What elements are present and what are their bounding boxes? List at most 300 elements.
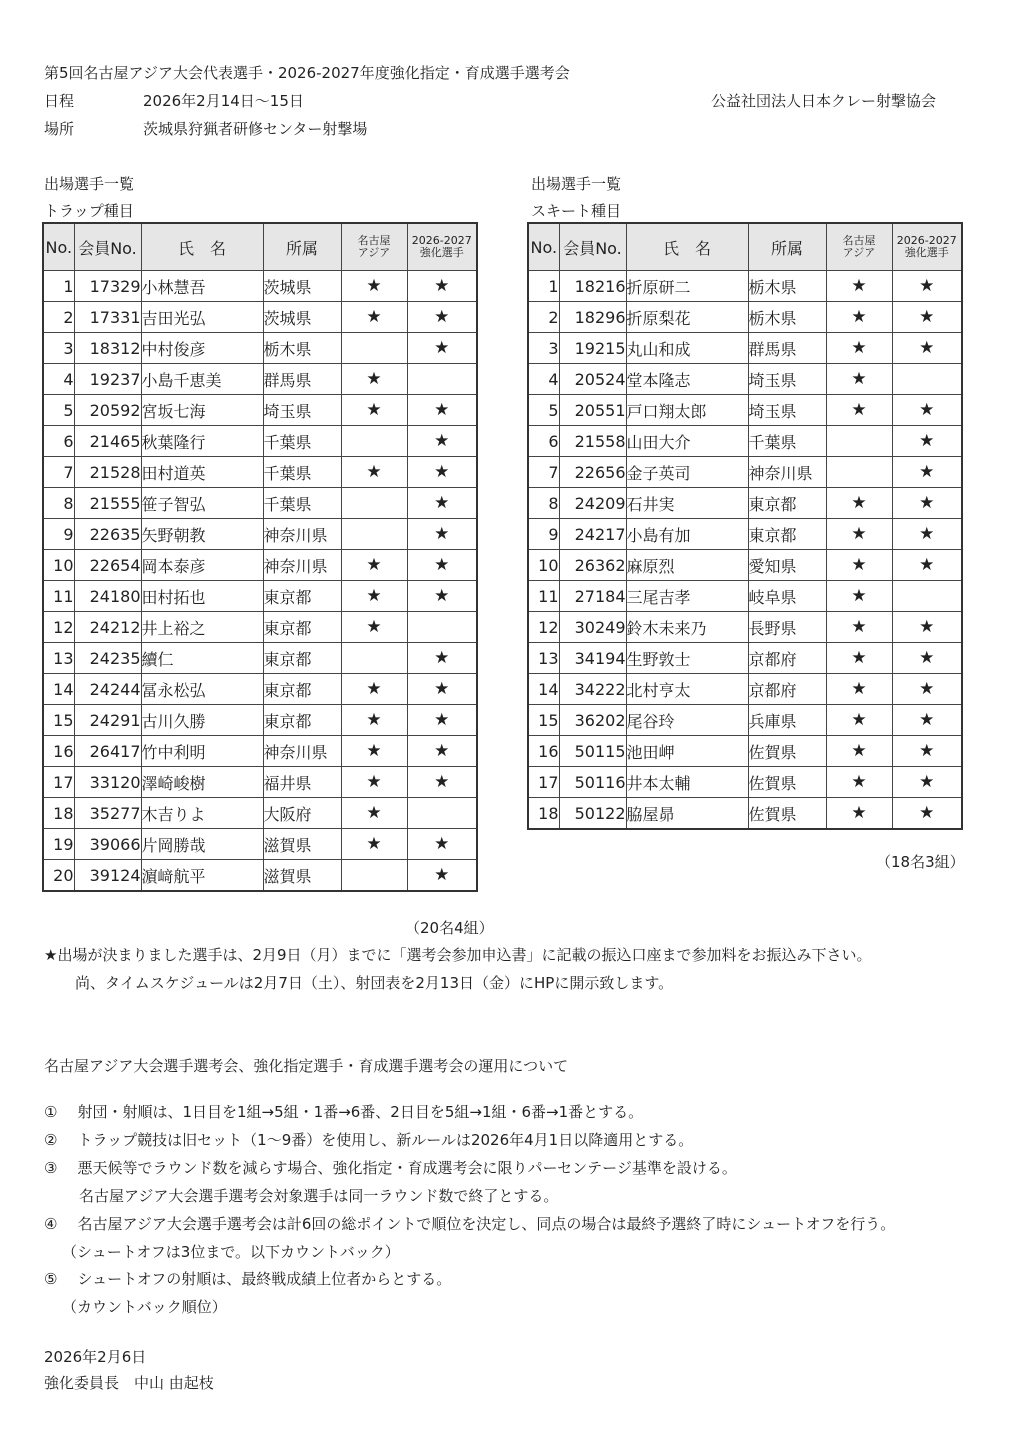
col-member-no: 会員No. [74, 223, 141, 271]
member-number: 24244 [74, 674, 141, 705]
nagoya-asia-mark [826, 488, 892, 519]
rule-item [44, 1268, 451, 1289]
table-row [528, 581, 962, 612]
row-number: 17 [528, 767, 559, 798]
table-row [528, 364, 962, 395]
member-number: 36202 [559, 705, 626, 736]
nagoya-asia-mark [341, 395, 407, 426]
table-row [43, 829, 477, 860]
star-icon: ★ [851, 369, 867, 389]
col-nagoya-line2: アジア [842, 246, 876, 259]
table-row [528, 736, 962, 767]
table-row [528, 395, 962, 426]
table-row [43, 705, 477, 736]
row-number: 11 [528, 581, 559, 612]
star-icon: ★ [434, 710, 450, 730]
strength-mark [892, 333, 962, 364]
member-number: 22654 [74, 550, 141, 581]
strength-mark [407, 860, 477, 892]
row-number: 10 [528, 550, 559, 581]
rule-mark: ④ [44, 1215, 58, 1233]
strength-mark [407, 550, 477, 581]
affiliation: 東京都 [263, 581, 341, 612]
strength-mark [407, 581, 477, 612]
row-number: 5 [528, 395, 559, 426]
player-name: 脇屋昴 [626, 798, 748, 830]
nagoya-asia-mark [826, 302, 892, 333]
row-number: 15 [528, 705, 559, 736]
star-icon: ★ [919, 772, 935, 792]
rule-mark: ⑤ [44, 1270, 58, 1288]
star-icon: ★ [366, 710, 382, 730]
star-icon: ★ [366, 803, 382, 823]
star-icon: ★ [434, 307, 450, 327]
star-icon: ★ [851, 555, 867, 575]
affiliation: 埼玉県 [748, 395, 826, 426]
schedule-label: 日程 [44, 92, 75, 110]
table-row [528, 643, 962, 674]
affiliation: 佐賀県 [748, 798, 826, 830]
nagoya-asia-mark [341, 705, 407, 736]
affiliation: 茨城県 [263, 271, 341, 302]
row-number: 18 [43, 798, 74, 829]
strength-mark [892, 302, 962, 333]
rule-item [44, 1157, 737, 1178]
nagoya-asia-mark [341, 333, 407, 364]
affiliation: 茨城県 [263, 302, 341, 333]
star-icon: ★ [919, 741, 935, 761]
member-number: 19215 [559, 333, 626, 364]
col-strength [407, 223, 477, 271]
rule-mark: ③ [44, 1159, 58, 1177]
rule-mark: ① [44, 1103, 58, 1121]
table-row [43, 271, 477, 302]
table-header-row [528, 223, 962, 271]
affiliation: 千葉県 [263, 457, 341, 488]
player-name: 田村道英 [141, 457, 263, 488]
player-name: 小島有加 [626, 519, 748, 550]
strength-mark [892, 395, 962, 426]
star-icon: ★ [919, 710, 935, 730]
star-icon: ★ [434, 586, 450, 606]
nagoya-asia-mark [341, 364, 407, 395]
table-row [43, 860, 477, 892]
skeet-event-label: スキート種目 [531, 202, 622, 220]
strength-mark [407, 643, 477, 674]
member-number: 27184 [559, 581, 626, 612]
skeet-roster-table [527, 222, 963, 830]
strength-mark [407, 612, 477, 643]
nagoya-asia-mark [341, 767, 407, 798]
table-row [528, 519, 962, 550]
strength-mark [407, 674, 477, 705]
row-number: 7 [43, 457, 74, 488]
row-number: 18 [528, 798, 559, 830]
nagoya-asia-mark [826, 736, 892, 767]
affiliation: 岐阜県 [748, 581, 826, 612]
table-row [528, 333, 962, 364]
member-number: 26362 [559, 550, 626, 581]
table-row [43, 364, 477, 395]
affiliation: 佐賀県 [748, 767, 826, 798]
star-icon: ★ [434, 648, 450, 668]
player-name: 濵﨑航平 [141, 860, 263, 892]
col-name: 氏 名 [626, 223, 748, 271]
col-nagoya-line1: 名古屋 [357, 234, 391, 247]
star-icon: ★ [434, 555, 450, 575]
affiliation: 東京都 [748, 488, 826, 519]
player-name: 竹中利明 [141, 736, 263, 767]
nagoya-asia-mark [826, 581, 892, 612]
table-row [43, 736, 477, 767]
nagoya-asia-mark [826, 550, 892, 581]
nagoya-asia-mark [341, 488, 407, 519]
strength-mark [892, 612, 962, 643]
player-name: 笹子智弘 [141, 488, 263, 519]
player-name: 石井実 [626, 488, 748, 519]
nagoya-asia-mark [341, 674, 407, 705]
document-title: 第5回名古屋アジア大会代表選手・2026-2027年度強化指定・育成選手選考会 [44, 64, 570, 82]
col-nagoya-asia [341, 223, 407, 271]
player-name: 井上裕之 [141, 612, 263, 643]
strength-mark [892, 364, 962, 395]
player-name: 小林慧吾 [141, 271, 263, 302]
notice-line-2: 尚、タイムスケジュールは2月7日（土）、射団表を2月13日（金）にHPに開示致します。 [75, 974, 674, 992]
affiliation: 千葉県 [748, 426, 826, 457]
affiliation: 京都府 [748, 643, 826, 674]
member-number: 21555 [74, 488, 141, 519]
star-icon: ★ [851, 772, 867, 792]
nagoya-asia-mark [341, 271, 407, 302]
star-icon: ★ [366, 555, 382, 575]
row-number: 11 [43, 581, 74, 612]
player-name: 田村拓也 [141, 581, 263, 612]
member-number: 24235 [74, 643, 141, 674]
table-row [43, 581, 477, 612]
player-name: 宮坂七海 [141, 395, 263, 426]
rule-text: シュートオフの射順は、最終戦成績上位者からとする。 [77, 1270, 452, 1288]
nagoya-asia-mark [826, 364, 892, 395]
player-name: 堂本隆志 [626, 364, 748, 395]
col-strength-line1: 2026-2027 [896, 234, 957, 247]
member-number: 17331 [74, 302, 141, 333]
strength-mark [892, 643, 962, 674]
member-number: 20524 [559, 364, 626, 395]
player-name: 折原梨花 [626, 302, 748, 333]
player-name: 戸口翔太郎 [626, 395, 748, 426]
star-icon: ★ [851, 803, 867, 823]
col-member-no: 会員No. [559, 223, 626, 271]
table-row [528, 457, 962, 488]
star-icon: ★ [434, 679, 450, 699]
table-row [528, 426, 962, 457]
star-icon: ★ [366, 400, 382, 420]
player-name: 北村亨太 [626, 674, 748, 705]
member-number: 24291 [74, 705, 141, 736]
star-icon: ★ [919, 524, 935, 544]
star-icon: ★ [851, 586, 867, 606]
nagoya-asia-mark [826, 333, 892, 364]
affiliation: 愛知県 [748, 550, 826, 581]
player-name: 古川久勝 [141, 705, 263, 736]
skeet-list-heading: 出場選手一覧 [531, 175, 622, 193]
rule-item [44, 1101, 643, 1122]
nagoya-asia-mark [341, 798, 407, 829]
member-number: 50122 [559, 798, 626, 830]
row-number: 1 [528, 271, 559, 302]
table-row [43, 519, 477, 550]
nagoya-asia-mark [341, 550, 407, 581]
member-number: 33120 [74, 767, 141, 798]
affiliation: 東京都 [263, 674, 341, 705]
member-number: 22635 [74, 519, 141, 550]
col-affiliation: 所属 [748, 223, 826, 271]
star-icon: ★ [434, 865, 450, 885]
affiliation: 福井県 [263, 767, 341, 798]
issue-date: 2026年2月6日 [44, 1348, 147, 1366]
star-icon: ★ [434, 493, 450, 513]
table-row [43, 612, 477, 643]
strength-mark [892, 519, 962, 550]
nagoya-asia-mark [826, 643, 892, 674]
affiliation: 兵庫県 [748, 705, 826, 736]
table-row [43, 674, 477, 705]
row-number: 4 [43, 364, 74, 395]
nagoya-asia-mark [826, 705, 892, 736]
table-row [528, 798, 962, 830]
affiliation: 東京都 [263, 643, 341, 674]
strength-mark [407, 426, 477, 457]
member-number: 21465 [74, 426, 141, 457]
row-number: 3 [528, 333, 559, 364]
affiliation: 埼玉県 [748, 364, 826, 395]
star-icon: ★ [851, 710, 867, 730]
member-number: 21528 [74, 457, 141, 488]
trap-roster-table [42, 222, 478, 892]
star-icon: ★ [434, 338, 450, 358]
table-row [43, 767, 477, 798]
player-name: 中村俊彦 [141, 333, 263, 364]
player-name: 續仁 [141, 643, 263, 674]
row-number: 6 [43, 426, 74, 457]
affiliation: 群馬県 [748, 333, 826, 364]
row-number: 7 [528, 457, 559, 488]
player-name: 矢野朝教 [141, 519, 263, 550]
star-icon: ★ [366, 307, 382, 327]
col-name: 氏 名 [141, 223, 263, 271]
star-icon: ★ [919, 400, 935, 420]
affiliation: 神奈川県 [263, 519, 341, 550]
affiliation: 東京都 [263, 612, 341, 643]
player-name: 山田大介 [626, 426, 748, 457]
nagoya-asia-mark [826, 519, 892, 550]
member-number: 39124 [74, 860, 141, 892]
table-row [528, 488, 962, 519]
strength-mark [892, 767, 962, 798]
player-name: 井本太輔 [626, 767, 748, 798]
table-row [43, 488, 477, 519]
member-number: 24209 [559, 488, 626, 519]
table-row [528, 767, 962, 798]
strength-mark [892, 674, 962, 705]
star-icon: ★ [851, 493, 867, 513]
row-number: 9 [43, 519, 74, 550]
member-number: 35277 [74, 798, 141, 829]
strength-mark [407, 302, 477, 333]
star-icon: ★ [434, 772, 450, 792]
rule-item [44, 1129, 693, 1150]
rule-text: 射団・射順は、1日目を1組→5組・1番→6番、2日目を5組→1組・6番→1番とする。 [77, 1103, 644, 1121]
star-icon: ★ [851, 338, 867, 358]
row-number: 2 [43, 302, 74, 333]
member-number: 24180 [74, 581, 141, 612]
star-icon: ★ [434, 276, 450, 296]
player-name: 小島千恵美 [141, 364, 263, 395]
player-name: 尾谷玲 [626, 705, 748, 736]
star-icon: ★ [851, 400, 867, 420]
member-number: 24212 [74, 612, 141, 643]
nagoya-asia-mark [826, 612, 892, 643]
player-name: 丸山和成 [626, 333, 748, 364]
player-name: 金子英司 [626, 457, 748, 488]
row-number: 13 [43, 643, 74, 674]
row-number: 13 [528, 643, 559, 674]
strength-mark [407, 364, 477, 395]
star-icon: ★ [366, 772, 382, 792]
star-icon: ★ [919, 338, 935, 358]
member-number: 19237 [74, 364, 141, 395]
row-number: 14 [43, 674, 74, 705]
notice-line-1: ★出場が決まりました選手は、2月9日（月）までに「選考会参加申込書」に記載の振込口座まで参加料をお振込み下さい。 [44, 946, 872, 964]
star-icon: ★ [851, 524, 867, 544]
table-row [43, 798, 477, 829]
star-icon: ★ [434, 431, 450, 451]
strength-mark [407, 798, 477, 829]
star-icon: ★ [851, 617, 867, 637]
player-name: 秋葉隆行 [141, 426, 263, 457]
star-icon: ★ [919, 462, 935, 482]
star-icon: ★ [851, 679, 867, 699]
table-row [528, 550, 962, 581]
nagoya-asia-mark [341, 426, 407, 457]
member-number: 20551 [559, 395, 626, 426]
row-number: 14 [528, 674, 559, 705]
col-nagoya-line1: 名古屋 [842, 234, 876, 247]
player-name: 池田岬 [626, 736, 748, 767]
col-nagoya-asia [826, 223, 892, 271]
strength-mark [407, 736, 477, 767]
nagoya-asia-mark [341, 860, 407, 892]
col-affiliation: 所属 [263, 223, 341, 271]
row-number: 20 [43, 860, 74, 892]
player-name: 生野敦士 [626, 643, 748, 674]
affiliation: 埼玉県 [263, 395, 341, 426]
member-number: 18312 [74, 333, 141, 364]
member-number: 34222 [559, 674, 626, 705]
star-icon: ★ [434, 400, 450, 420]
star-icon: ★ [851, 307, 867, 327]
player-name: 木吉りよ [141, 798, 263, 829]
strength-mark [892, 488, 962, 519]
nagoya-asia-mark [341, 829, 407, 860]
rule-text: 悪天候等でラウンド数を減らす場合、強化指定・育成選考会に限りパーセンテージ基準を設ける。 [77, 1159, 737, 1177]
rule-text: トラップ競技は旧セット（1～9番）を使用し、新ルールは2026年4月1日以降適用とする。 [77, 1131, 694, 1149]
star-icon: ★ [366, 741, 382, 761]
row-number: 9 [528, 519, 559, 550]
star-icon: ★ [851, 276, 867, 296]
nagoya-asia-mark [826, 798, 892, 830]
affiliation: 京都府 [748, 674, 826, 705]
strength-mark [892, 426, 962, 457]
player-name: 鈴木未来乃 [626, 612, 748, 643]
nagoya-asia-mark [341, 519, 407, 550]
table-row [43, 643, 477, 674]
nagoya-asia-mark [826, 426, 892, 457]
col-strength-line2: 強化選手 [904, 246, 949, 259]
row-number: 16 [528, 736, 559, 767]
table-row [43, 333, 477, 364]
row-number: 10 [43, 550, 74, 581]
table-row [528, 271, 962, 302]
star-icon: ★ [919, 803, 935, 823]
affiliation: 佐賀県 [748, 736, 826, 767]
affiliation: 大阪府 [263, 798, 341, 829]
star-icon: ★ [366, 679, 382, 699]
affiliation: 長野県 [748, 612, 826, 643]
nagoya-asia-mark [341, 736, 407, 767]
member-number: 50116 [559, 767, 626, 798]
member-number: 22656 [559, 457, 626, 488]
table-row [528, 302, 962, 333]
nagoya-asia-mark [826, 767, 892, 798]
member-number: 17329 [74, 271, 141, 302]
strength-mark [892, 736, 962, 767]
affiliation: 千葉県 [263, 426, 341, 457]
affiliation: 栃木県 [748, 302, 826, 333]
member-number: 24217 [559, 519, 626, 550]
table-row [528, 674, 962, 705]
strength-mark [407, 488, 477, 519]
col-no: No. [528, 223, 559, 271]
col-no: No. [43, 223, 74, 271]
player-name: 片岡勝哉 [141, 829, 263, 860]
nagoya-asia-mark [341, 457, 407, 488]
member-number: 30249 [559, 612, 626, 643]
organization-name: 公益社団法人日本クレー射撃協会 [711, 92, 937, 110]
col-strength-line1: 2026-2027 [411, 234, 472, 247]
rule-subtext: （シュートオフは3位まで。以下カウントバック） [62, 1243, 400, 1261]
row-number: 15 [43, 705, 74, 736]
member-number: 21558 [559, 426, 626, 457]
affiliation: 栃木県 [748, 271, 826, 302]
nagoya-asia-mark [826, 395, 892, 426]
row-number: 4 [528, 364, 559, 395]
star-icon: ★ [366, 586, 382, 606]
member-number: 50115 [559, 736, 626, 767]
col-strength-line2: 強化選手 [419, 246, 464, 259]
star-icon: ★ [919, 431, 935, 451]
row-number: 16 [43, 736, 74, 767]
trap-summary: （20名4組） [405, 919, 494, 937]
rule-item [44, 1213, 895, 1234]
nagoya-asia-mark [341, 612, 407, 643]
affiliation: 神奈川県 [263, 736, 341, 767]
player-name: 三尾吉孝 [626, 581, 748, 612]
star-icon: ★ [919, 493, 935, 513]
strength-mark [407, 519, 477, 550]
signature: 強化委員長 中山 由起枝 [44, 1374, 214, 1392]
strength-mark [892, 798, 962, 830]
